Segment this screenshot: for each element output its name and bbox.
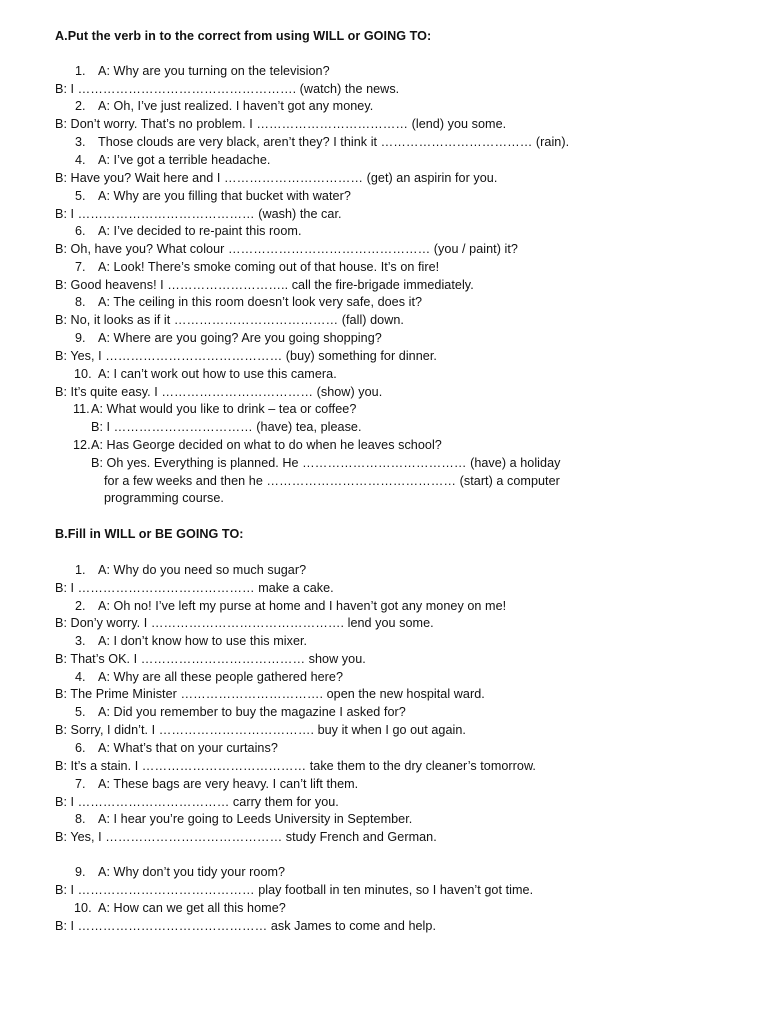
a11-answer: B: I …………………………… (have) tea, please. xyxy=(91,420,362,434)
a7-question: A: Look! There’s smoke coming out of that house. It’s on fire! xyxy=(98,260,440,274)
a2-question: A: Oh, I’ve just realized. I haven’t got any money. xyxy=(98,99,374,113)
a10-answer: B: It’s quite easy. I ……………………………… (show) you. xyxy=(55,385,383,399)
a4-question: A: I’ve got a terrible headache. xyxy=(98,153,271,167)
b10-number: 10. xyxy=(74,901,92,915)
b4-answer: B: The Prime Minister ……………………………. open the new hospital ward. xyxy=(55,687,485,701)
b7-number: 7. xyxy=(75,777,86,791)
a7-number: 7. xyxy=(75,260,86,274)
a5-question: A: Why are you filling that bucket with water? xyxy=(98,189,351,203)
a8-answer: B: No, it looks as if it ………………………………… (fall) down. xyxy=(55,313,404,327)
a9-answer: B: Yes, I …………………………………… (buy) something for dinner. xyxy=(55,349,437,363)
a10-number: 10. xyxy=(74,367,92,381)
b8-question: A: I hear you’re going to Leeds University in September. xyxy=(98,812,413,826)
b8-answer: B: Yes, I …………………………………… study French and German. xyxy=(55,830,437,844)
a8-number: 8. xyxy=(75,295,86,309)
b3-number: 3. xyxy=(75,634,86,648)
b6-answer: B: It’s a stain. I ………………………………… take them to the dry cleaner’s tomorrow. xyxy=(55,759,536,773)
a1-number: 1. xyxy=(75,64,86,78)
a1-answer: B: I ……………………………………………. (watch) the news. xyxy=(55,82,400,96)
a2-answer: B: Don’t worry. That’s no problem. I ……………………………… (lend) you some. xyxy=(55,117,507,131)
b7-answer: B: I ……………………………… carry them for you. xyxy=(55,795,339,809)
b2-number: 2. xyxy=(75,599,86,613)
b1-number: 1. xyxy=(75,563,86,577)
a8-question: A: The ceiling in this room doesn’t look very safe, does it? xyxy=(98,295,423,309)
b1-answer: B: I …………………………………… make a cake. xyxy=(55,581,334,595)
b3-question: A: I don’t know how to use this mixer. xyxy=(98,634,308,648)
b7-question: A: These bags are very heavy. I can’t lift them. xyxy=(98,777,359,791)
a1-question: A: Why are you turning on the television? xyxy=(98,64,330,78)
a3-question: Those clouds are very black, aren’t they? I think it ……………………………… (rain). xyxy=(98,135,570,149)
b9-answer: B: I …………………………………… play football in ten minutes, so I haven’t got time. xyxy=(55,883,534,897)
b5-answer: B: Sorry, I didn’t. I ………………………………. buy it when I go out again. xyxy=(55,723,466,737)
b9-question: A: Why don’t you tidy your room? xyxy=(98,865,286,879)
section-a-heading: A.Put the verb in to the correct from using WILL or GOING TO: xyxy=(55,29,432,43)
a12-answer: B: Oh yes. Everything is planned. He ………………………………… (have) a holiday xyxy=(91,456,561,470)
a9-question: A: Where are you going? Are you going shopping? xyxy=(98,331,382,345)
a12-question: A: Has George decided on what to do when he leaves school? xyxy=(91,438,442,452)
b8-number: 8. xyxy=(75,812,86,826)
b9-number: 9. xyxy=(75,865,86,879)
b4-question: A: Why are all these people gathered here? xyxy=(98,670,344,684)
section-b-heading: B.Fill in WILL or BE GOING TO: xyxy=(55,527,244,541)
a12-answer-line3: programming course. xyxy=(104,491,224,505)
b3-answer: B: That’s OK. I ………………………………… show you. xyxy=(55,652,366,666)
a4-answer: B: Have you? Wait here and I …………………………… (get) an aspirin for you. xyxy=(55,171,498,185)
a12-number: 12. xyxy=(73,438,91,452)
b6-number: 6. xyxy=(75,741,86,755)
a5-number: 5. xyxy=(75,189,86,203)
a11-number: 11. xyxy=(73,402,90,416)
b2-question: A: Oh no! I’ve left my purse at home and I haven’t got any money on me! xyxy=(98,599,507,613)
b5-question: A: Did you remember to buy the magazine I asked for? xyxy=(98,705,406,719)
b10-question: A: How can we get all this home? xyxy=(98,901,286,915)
b1-question: A: Why do you need so much sugar? xyxy=(98,563,307,577)
a2-number: 2. xyxy=(75,99,86,113)
a6-number: 6. xyxy=(75,224,86,238)
a9-number: 9. xyxy=(75,331,86,345)
b10-answer: B: I ……………………………………… ask James to come and help. xyxy=(55,919,437,933)
a6-answer: B: Oh, have you? What colour ………………………………………… (you / paint) it? xyxy=(55,242,518,256)
a5-answer: B: I …………………………………… (wash) the car. xyxy=(55,207,342,221)
b2-answer: B: Don’y worry. I ………………………………………. lend you some. xyxy=(55,616,434,630)
a6-question: A: I’ve decided to re-paint this room. xyxy=(98,224,302,238)
b5-number: 5. xyxy=(75,705,86,719)
b4-number: 4. xyxy=(75,670,86,684)
a3-number: 3. xyxy=(75,135,86,149)
a10-question: A: I can’t work out how to use this camera. xyxy=(98,367,337,381)
a12-answer-line2: for a few weeks and then he ……………………………………… (start) a computer xyxy=(104,474,560,488)
b6-question: A: What’s that on your curtains? xyxy=(98,741,278,755)
a7-answer: B: Good heavens! I ……………………….. call the fire-brigade immediately. xyxy=(55,278,474,292)
a4-number: 4. xyxy=(75,153,86,167)
a11-question: A: What would you like to drink – tea or coffee? xyxy=(91,402,357,416)
